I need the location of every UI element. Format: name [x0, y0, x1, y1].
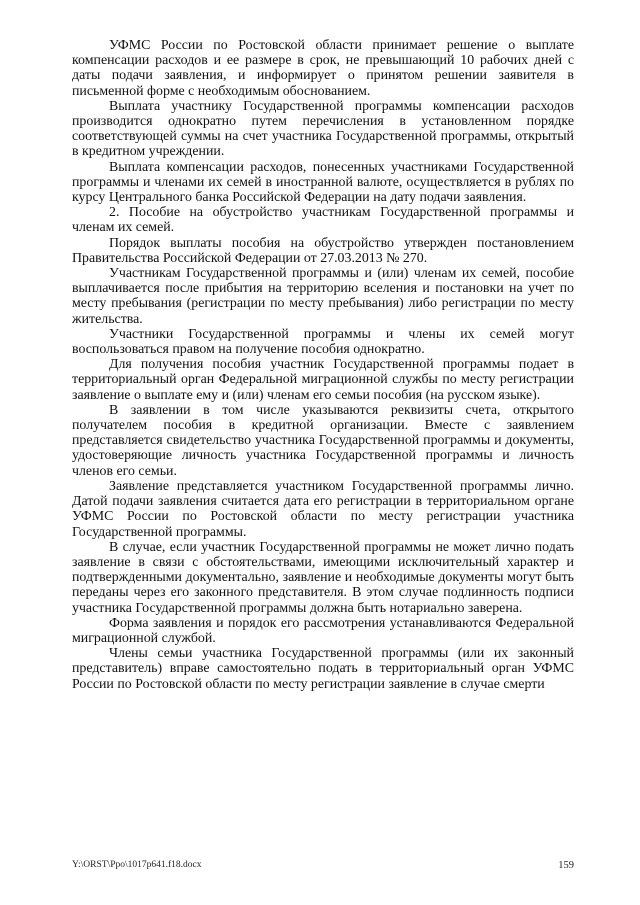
paragraph: Выплата участнику Государственной программы компенсации расходов производится однократно путем перечисления в установленном порядке соответствующей суммы на счет участника Государственной программы, открытый в кредитном учреждении. [72, 98, 574, 160]
document-body [72, 38, 574, 692]
paragraph: Форма заявления и порядок его рассмотрения устанавливаются Федеральной миграционной службой. [72, 615, 574, 646]
page-number: 159 [558, 860, 574, 871]
paragraph: Участники Государственной программы и члены их семей могут воспользоваться правом на получение пособия однократно. [72, 326, 574, 358]
paragraph: Члены семьи участника Государственной программы (или их законный представитель) вправе самостоятельно подать в территориальный орган УФМС России по Ростовской области по месту регистрации заявление в случае смерти [72, 646, 574, 692]
paragraph: Заявление представляется участником Государственной программы лично. Датой подачи заявления считается дата его регистрации в территориальном органе УФМС России по Ростовской области по месту регистрации участника Государственной программы. [72, 478, 574, 540]
paragraph: В случае, если участник Государственной программы не может лично подать заявление в связи с обстоятельствами, имеющими исключительный характер и подтвержденными документально, заявление и необходимые документы могут быть переданы через его законного представителя. В этом случае подлинность подписи участника Государственной программы должна быть нотариально заверена. [72, 539, 574, 616]
paragraph: УФМС России по Ростовской области принимает решение о выплате компенсации расходов и ее размере в срок, не превышающий 10 рабочих дней с даты подачи заявления, и информирует о принятом решении заявителя в письменной форме с необходимым обоснованием. [72, 38, 574, 99]
paragraph: В заявлении в том числе указываются реквизиты счета, открытого получателем пособия в кредитной организации. Вместе с заявлением представляется свидетельство участника Государственной программы и документы, удостоверяющие личность участника Государственной программы и личность членов его семьи. [72, 402, 574, 479]
paragraph: Участникам Государственной программы и (или) членам их семей, пособие выплачивается после прибытия на территорию вселения и постановки на учет по месту пребывания (регистрации по месту пребывания) либо регистрации по месту жительства. [72, 266, 574, 327]
section-heading: 2. Пособие на обустройство участникам Государственной программы и членам их семей. [72, 205, 574, 236]
file-path: Y:\ORST\Ppo\1017p641.f18.docx [72, 860, 202, 870]
paragraph: Выплата компенсации расходов, понесенных участниками Государственной программы и членами их семей в иностранной валюте, осуществляется в рублях по курсу Центрального банка Российской Федерации на дату подачи заявления. [72, 159, 574, 206]
paragraph: Для получения пособия участник Государственной программы подает в территориальный орган Федеральной миграционной службы по месту регистрации заявление о выплате ему и (или) членам его семьи пособия (на русском языке). [72, 357, 574, 403]
paragraph: Порядок выплаты пособия на обустройство утвержден постановлением Правительства Российской Федерации от 27.03.2013 № 270. [72, 235, 574, 266]
